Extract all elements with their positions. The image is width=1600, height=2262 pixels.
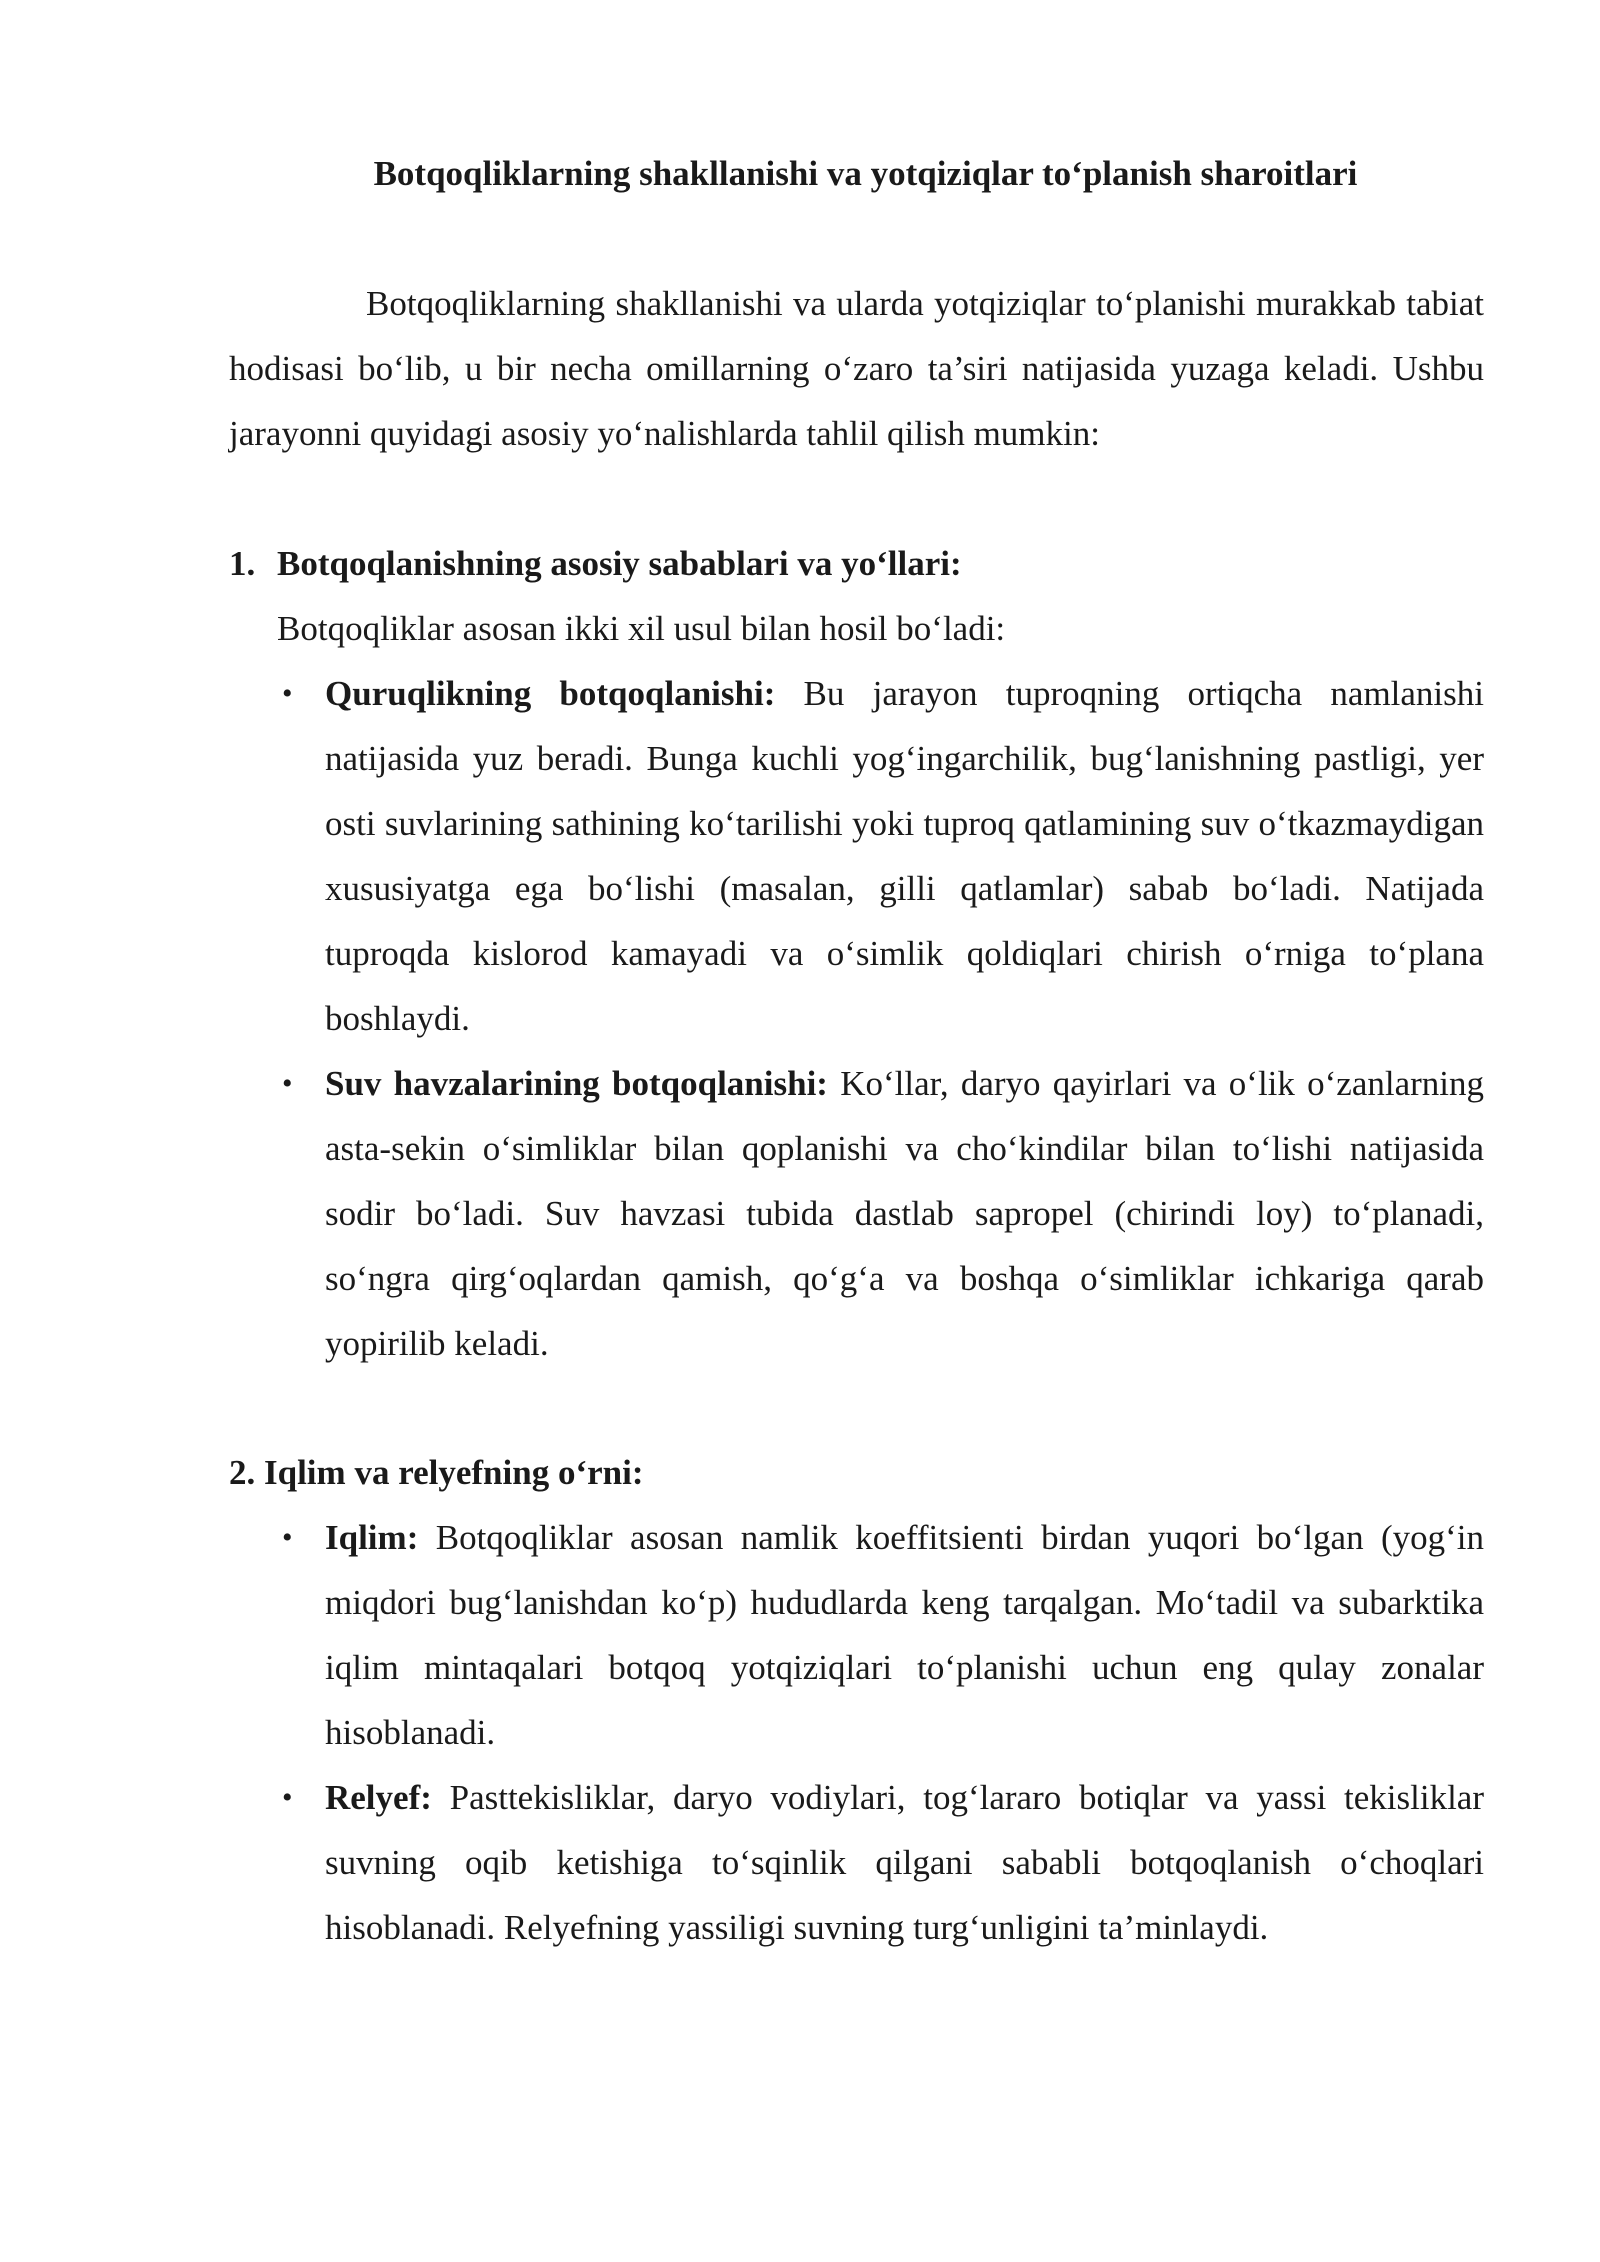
list-item-text <box>325 1051 1484 1376</box>
bullet-icon: • <box>282 677 293 710</box>
bullet-icon: • <box>282 1067 293 1100</box>
section-1-number: 1. <box>229 544 256 583</box>
bullet-icon: • <box>282 1781 293 1814</box>
section-1-heading <box>229 531 1484 596</box>
list-item-body: Botqoqliklar asosan namlik koeffitsienti birdan yuqori bo‘lgan (yog‘in miqdori bug‘lanishdan ko‘p) hududlarda keng tarqalgan. Mo‘tadil va subarktika iqlim mintaqalari botqoq yotqiziqlari to‘planishi uchun eng qulay zonalar hisoblanadi. <box>325 1518 1484 1752</box>
list-item-term: Iqlim: <box>325 1518 419 1557</box>
section-1-heading-text: Botqoqlanishning asosiy sabablari va yo‘llari: <box>277 544 962 583</box>
list-item-body: Ko‘llar, daryo qayirlari va o‘lik o‘zanlarning asta-sekin o‘simliklar bilan qoplanishi va cho‘kindilar bilan to‘lishi natijasida sodir bo‘ladi. Suv havzasi tubida dastlab sapropel (chirindi loy) to‘planadi, so‘ngra qirg‘oqlardan qamish, qo‘g‘a va boshqa o‘simliklar ichkariga qarab yopirilib keladi. <box>325 1064 1485 1363</box>
section-2 <box>229 1440 1484 1960</box>
list-item <box>229 1765 1484 1960</box>
section-1 <box>229 531 1484 1376</box>
list-item-text <box>325 1505 1484 1765</box>
intro-paragraph: Botqoqliklarning shakllanishi va ularda yotqiziqlar to‘planishi murakkab tabiat hodisasi bo‘lib, u bir necha omillarning o‘zaro ta’siri natijasida yuzaga keladi. Ushbu jarayonni quyidagi asosiy yo‘nalishlarda tahlil qilish mumkin: <box>229 284 1484 453</box>
document-body <box>229 148 1484 1960</box>
list-item-term: Quruqlikning botqoqlanishi: <box>325 674 776 713</box>
section-2-list <box>229 1505 1484 1960</box>
section-1-list <box>229 661 1484 1376</box>
bullet-icon: • <box>282 1521 293 1554</box>
list-item-term: Relyef: <box>325 1778 432 1817</box>
list-item-text <box>325 1765 1484 1960</box>
list-item-text <box>325 661 1484 1051</box>
page-title: Botqoqliklarning shakllanishi va yotqiziqlar to‘planish sharoitlari <box>373 154 1358 193</box>
list-item <box>229 661 1484 1051</box>
section-1-lead: Botqoqliklar asosan ikki xil usul bilan hosil bo‘ladi: <box>277 609 1006 648</box>
list-item-body: Bu jarayon tuproqning ortiqcha namlanishi natijasida yuz beradi. Bunga kuchli yog‘ingarchilik, bug‘lanishning pastligi, yer osti suvlarining sathining ko‘tarilishi yoki tuproq qatlamining suv o‘tkazmaydigan xususiyatga ega bo‘lishi (masalan, gilli qatlamlar) sabab bo‘ladi. Natijada tuproqda kislorod kamayadi va o‘simlik qoldiqlari chirish o‘rniga to‘plana boshlaydi. <box>325 674 1485 1038</box>
list-item <box>229 1505 1484 1765</box>
list-item-body: Pasttekisliklar, daryo vodiylari, tog‘lararo botiqlar va yassi tekisliklar suvning oqib ketishiga to‘sqinlik qilgani sababli botqoqlanish o‘choqlari hisoblanadi. Relyefning yassiligi suvning turg‘unligini ta’minlaydi. <box>325 1778 1484 1947</box>
section-2-heading: 2. Iqlim va relyefning o‘rni: <box>229 1453 644 1492</box>
list-item-term: Suv havzalarining botqoqlanishi: <box>325 1064 828 1103</box>
list-item <box>229 1051 1484 1376</box>
